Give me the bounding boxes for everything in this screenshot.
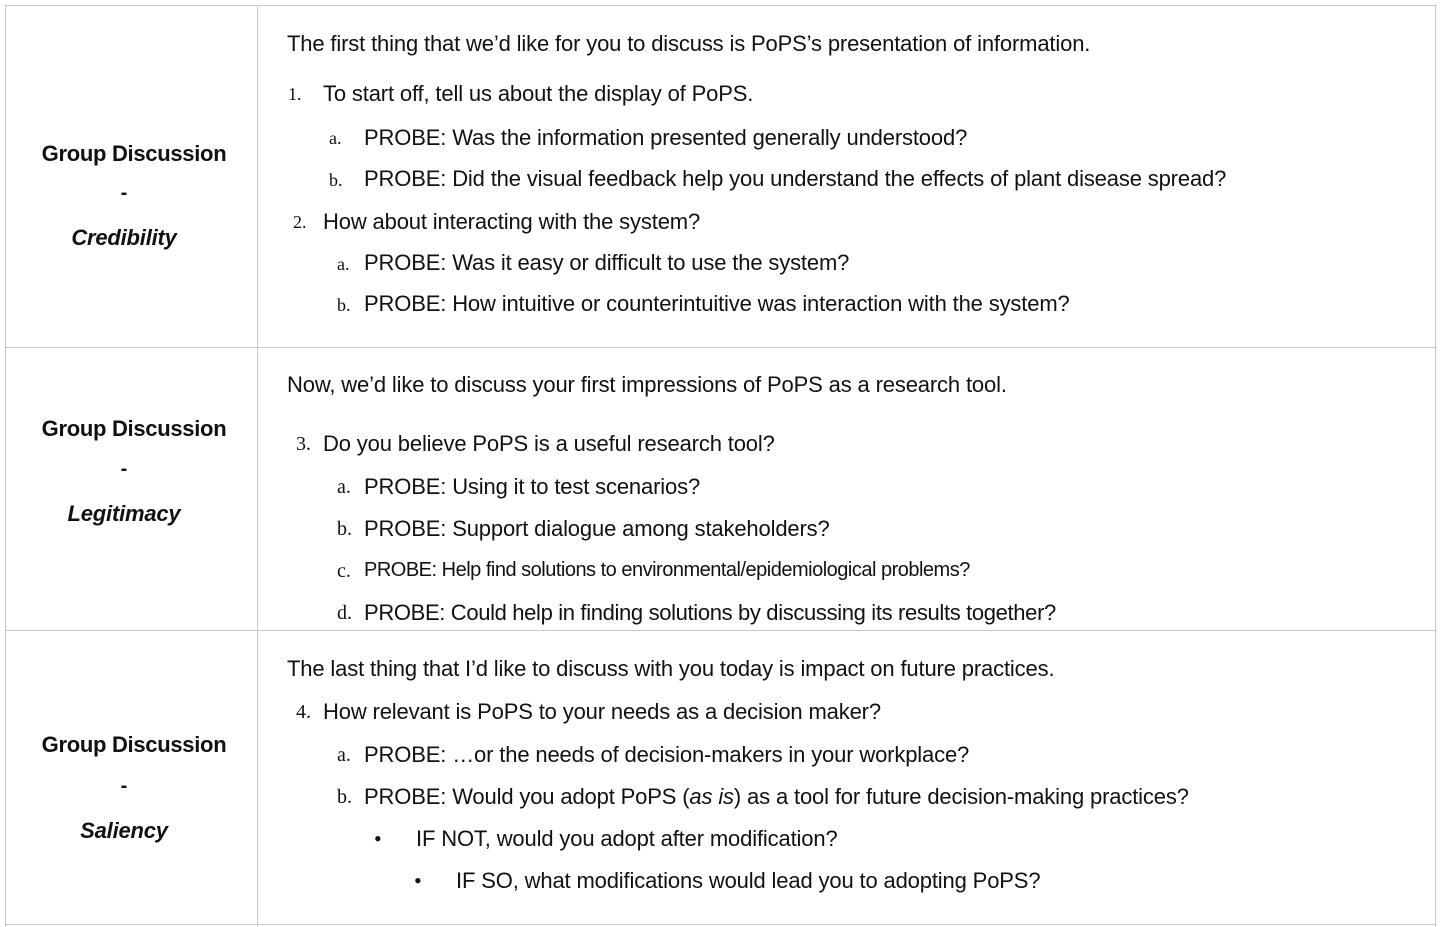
row-label-title: Group Discussion <box>41 141 227 166</box>
table-top-border <box>5 5 1437 6</box>
question-text: To start off, tell us about the display of PoPS. <box>323 81 754 106</box>
row-label-name: Credibility <box>71 225 177 250</box>
probe-text: PROBE: Was it easy or difficult to use the system? <box>364 250 850 275</box>
probe-letter: b. <box>337 786 352 808</box>
question-number: 1. <box>288 84 302 104</box>
row-label-dash: - <box>120 458 128 480</box>
question-text: How relevant is PoPS to your needs as a decision maker? <box>323 699 881 724</box>
question-number: 2. <box>293 212 307 232</box>
bullet-icon: • <box>414 868 422 893</box>
probe-letter: b. <box>329 170 343 190</box>
table-right-border <box>1435 5 1436 927</box>
probe-text-start: PROBE: Would you adopt PoPS ( <box>364 784 690 809</box>
probe-letter: a. <box>337 744 351 766</box>
row-label-name: Saliency <box>80 818 168 843</box>
probe-letter: a. <box>337 254 350 274</box>
question-number: 4. <box>296 701 311 723</box>
probe-text: PROBE: …or the needs of decision-makers in your workplace? <box>364 742 970 767</box>
probe-text: PROBE: Could help in finding solutions by discussing its results together? <box>364 600 1056 625</box>
row-label-title: Group Discussion <box>41 732 227 757</box>
row-divider <box>5 630 1437 631</box>
probe-text: PROBE: Support dialogue among stakeholders? <box>364 516 830 541</box>
section-intro: The first thing that we’d like for you to discuss is PoPS’s presentation of information. <box>287 31 1091 56</box>
probe-letter: b. <box>337 518 352 540</box>
probe-letter: c. <box>337 560 351 582</box>
probe-text-italic: as is <box>689 784 734 809</box>
probe-text: PROBE: Using it to test scenarios? <box>364 474 701 499</box>
bullet-icon: • <box>374 826 382 851</box>
sub-probe-text: IF NOT, would you adopt after modification? <box>416 826 838 851</box>
section-intro: Now, we’d like to discuss your first impressions of PoPS as a research tool. <box>287 372 1007 397</box>
probe-text: PROBE: How intuitive or counterintuitive was interaction with the system? <box>364 291 1070 316</box>
row-label-dash: - <box>120 182 128 204</box>
row-label-name: Legitimacy <box>67 501 181 526</box>
section-intro: The last thing that I’d like to discuss with you today is impact on future practices. <box>287 656 1055 681</box>
probe-text <box>364 784 1189 810</box>
question-text: Do you believe PoPS is a useful research tool? <box>323 431 775 456</box>
row-divider <box>5 347 1437 348</box>
row-label-dash: - <box>120 775 128 797</box>
probe-text: PROBE: Was the information presented generally understood? <box>364 125 968 150</box>
probe-text: PROBE: Did the visual feedback help you understand the effects of plant disease spread? <box>364 166 1227 191</box>
question-number: 3. <box>296 433 311 455</box>
probe-letter: a. <box>329 128 342 148</box>
question-text: How about interacting with the system? <box>323 209 701 234</box>
probe-letter: d. <box>337 602 352 624</box>
row-label-title: Group Discussion <box>41 416 227 441</box>
probe-text: PROBE: Help find solutions to environmental/epidemiological problems? <box>364 559 970 581</box>
probe-text-end: ) as a tool for future decision-making practices? <box>733 784 1189 809</box>
probe-letter: a. <box>337 476 351 498</box>
probe-letter: b. <box>337 295 351 315</box>
table-bottom-border <box>5 924 1437 925</box>
sub-probe-text: IF SO, what modifications would lead you to adopting PoPS? <box>456 868 1041 893</box>
